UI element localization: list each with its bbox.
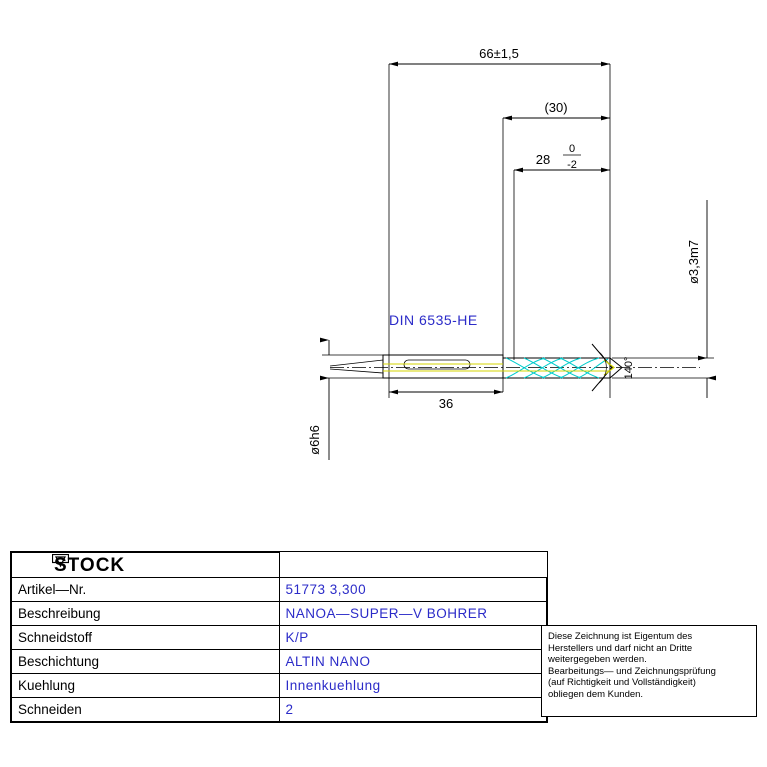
title-block — [10, 551, 548, 723]
dimension-28-tolerance — [514, 143, 610, 171]
row-label-cooling: Kuehlung — [12, 674, 280, 698]
logo-mark-icon — [52, 554, 69, 569]
dimension-flute-length-text: 36 — [438, 396, 454, 411]
dimension-flute-length — [389, 392, 503, 411]
table-row — [12, 602, 547, 626]
row-label-flutes: Schneiden — [12, 698, 280, 722]
dimension-shank-diameter — [307, 340, 390, 460]
dimension-28-value: 28 — [535, 152, 551, 167]
table-row — [12, 650, 547, 674]
extension-lines — [389, 64, 610, 398]
dimension-overall-length — [389, 46, 610, 64]
brand-logo-text: STOCK — [54, 554, 126, 576]
tool-shank — [330, 355, 503, 378]
row-label-description: Beschreibung — [12, 602, 280, 626]
row-label-coating: Beschichtung — [12, 650, 280, 674]
row-value-description: NANOA—SUPER—V BOHRER — [279, 602, 547, 626]
table-row — [12, 674, 547, 698]
dimension-cutting-diameter-text: ø3,3m7 — [686, 239, 701, 285]
note-line-3: weitergegeben werden. — [548, 654, 647, 665]
title-block-logo-row — [12, 553, 547, 578]
note-line-5: (auf Richtigkeit und Vollständigkeit) — [548, 677, 696, 688]
table-row — [12, 698, 547, 722]
din-standard-note: DIN 6535-HE — [389, 312, 478, 328]
note-line-6: obliegen dem Kunden. — [548, 688, 644, 700]
note-line-4: Bearbeitungs— und Zeichnungsprüfung — [548, 665, 716, 677]
legal-notes-box — [541, 625, 757, 717]
dimension-point-angle-text: 140° — [623, 356, 635, 380]
note-line-1: Diese Zeichnung ist Eigentum des — [548, 631, 693, 642]
row-value-cooling: Innenkuehlung — [279, 674, 547, 698]
dimension-bracket-length-text: (30) — [544, 100, 568, 115]
dimension-28-lower-tolerance: -2 — [567, 159, 577, 171]
row-label-cutting-material: Schneidstoff — [12, 626, 280, 650]
dimension-bracket-length — [503, 100, 610, 118]
row-value-cutting-material: K/P — [279, 626, 547, 650]
note-line-2: Herstellers und darf nicht an Dritte — [548, 642, 693, 654]
row-value-coating: ALTIN NANO — [279, 650, 547, 674]
row-value-flutes: 2 — [279, 698, 547, 722]
table-row — [12, 626, 547, 650]
dimension-28-upper-tolerance: 0 — [568, 143, 576, 155]
dimension-shank-diameter-text: ø6h6 — [307, 425, 322, 455]
title-block-logo-empty — [279, 553, 547, 578]
dimension-overall-length-text: 66±1,5 — [479, 46, 519, 61]
table-row — [12, 578, 547, 602]
row-value-article-no: 51773 3,300 — [279, 578, 547, 602]
row-label-article-no: Artikel—Nr. — [12, 578, 280, 602]
